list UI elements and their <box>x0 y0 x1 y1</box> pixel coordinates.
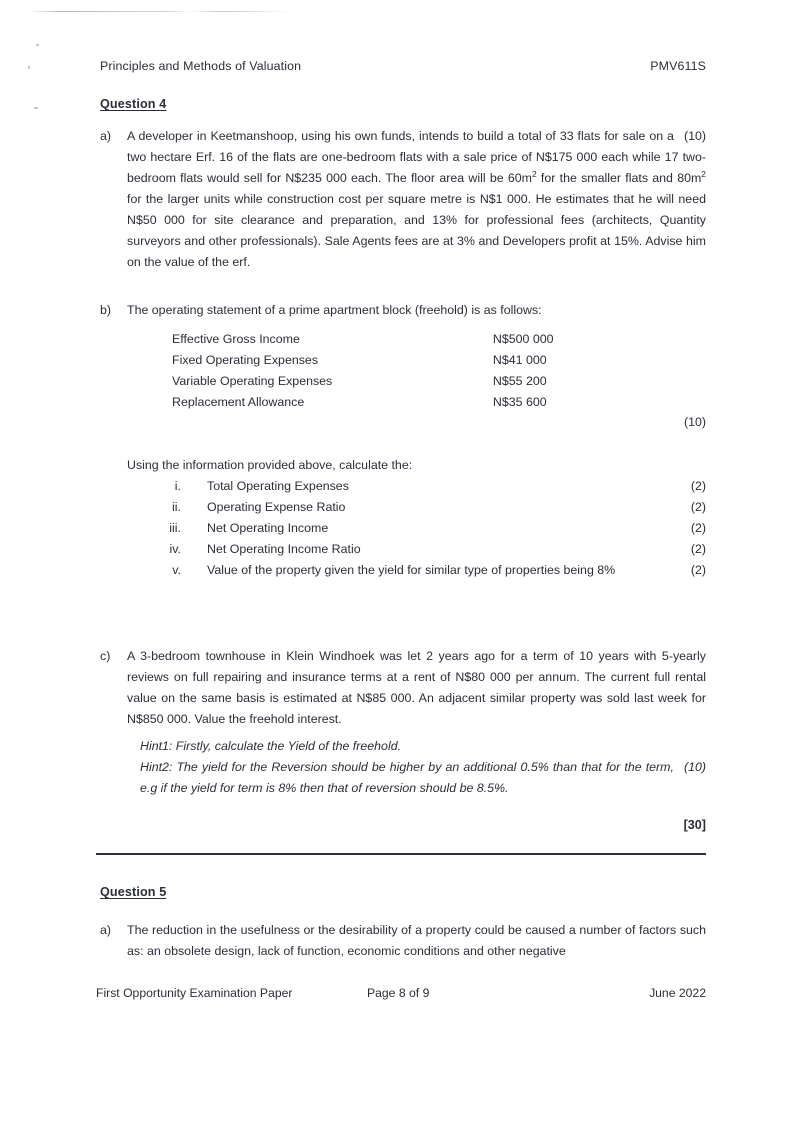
op-label: Fixed Operating Expenses <box>172 353 319 367</box>
op-value: N$55 200 <box>492 374 547 388</box>
roman-item-marks: (2) <box>690 542 706 556</box>
list-item <box>155 497 706 518</box>
roman-item-text: Operating Expense Ratio <box>207 500 346 514</box>
roman-item-marks: (2) <box>690 479 706 493</box>
footer-paper-name: First Opportunity Examination Paper <box>96 986 293 1000</box>
clause-marker-a: a) <box>100 923 112 937</box>
clause-a-text-3: for the larger units while construction cost per square metre is N$1 000. He estimates that he will need N$50 000 for site clearance and preparation, and 13% for professional fees (architects, Quantity surveyors and other professionals). Sale Agents fees are at 3% and Developers profit at 15%. Advise him on the value of the erf. <box>127 192 706 269</box>
hint-2: Hint2: The yield for the Reversion should be higher by an additional 0.5% than that for the term, e.g if the yield for term is 8% then that of reversion should be 8.5%. <box>140 760 674 795</box>
scan-speckle-artifact <box>36 44 39 46</box>
question-5-clause-a <box>100 920 706 962</box>
roman-numeral: iii. <box>169 521 181 535</box>
op-value: N$35 600 <box>492 395 547 409</box>
page-header <box>100 59 706 73</box>
list-item <box>155 476 706 497</box>
header-course-code: PMV611S <box>650 59 706 73</box>
clause-c-marks: (10) <box>683 760 706 774</box>
scan-edge-artifact <box>28 11 290 12</box>
scan-speckle-artifact <box>34 107 38 109</box>
list-item <box>155 560 706 581</box>
roman-numeral: i. <box>174 479 181 493</box>
clause-marker-c: c) <box>100 649 111 663</box>
roman-numeral: v. <box>172 563 181 577</box>
hint-2-wrapper <box>140 757 706 799</box>
scan-speckle-artifact <box>28 66 30 69</box>
roman-numeral: iv. <box>169 542 181 556</box>
superscript-square-1: 2 <box>531 168 537 179</box>
table-row <box>172 371 602 392</box>
clause-c-body: A 3-bedroom townhouse in Klein Windhoek was let 2 years ago for a term of 10 years with 5-yearly reviews on full repairing and insurance terms at a rent of N$80 000 per annum. The current full rental value on the same basis is estimated at N$85 000. An adjacent similar property was sold last week for N$850 000. Value the freehold interest. <box>127 649 706 726</box>
clause-a-text-2: for the smaller flats and 80m <box>536 171 702 185</box>
clause-a-text-1: A developer in Keetmanshoop, using his own funds, intends to build a total of 33 flats for sale on a two hectare Erf. 16 of the flats are one-bedroom flats with a sale price of N$175 000 each while 17 two-bedroom flats would sell for N$235 000 each. The floor area will be 60m <box>127 129 706 185</box>
roman-item-text: Net Operating Income Ratio <box>207 542 361 556</box>
op-value: N$500 000 <box>492 332 554 346</box>
question-4-clause-b <box>100 300 706 321</box>
clause-b-body: The operating statement of a prime apartment block (freehold) is as follows: <box>127 303 542 317</box>
clause-b-marks: (10) <box>683 415 706 429</box>
clause-a-body <box>127 126 706 273</box>
roman-numeral: ii. <box>172 500 181 514</box>
list-item <box>155 518 706 539</box>
list-item <box>155 539 706 560</box>
hint-1: Hint1: Firstly, calculate the Yield of the freehold. <box>140 739 402 753</box>
section-divider <box>96 853 706 855</box>
roman-item-marks: (2) <box>690 563 706 577</box>
roman-item-text: Value of the property given the yield for similar type of properties being 8% <box>207 563 616 577</box>
op-label: Replacement Allowance <box>172 395 305 409</box>
op-value: N$41 000 <box>492 353 547 367</box>
roman-item-marks: (2) <box>690 521 706 535</box>
sub-list-lead-in: Using the information provided above, calculate the: <box>127 458 413 472</box>
op-label: Effective Gross Income <box>172 332 300 346</box>
roman-item-text: Total Operating Expenses <box>207 479 349 493</box>
operating-statement-table <box>172 329 602 413</box>
roman-numeral-sub-list <box>155 476 706 581</box>
footer-date: June 2022 <box>649 986 706 1000</box>
table-row <box>172 392 602 413</box>
footer-page-number: Page 8 of 9 <box>367 986 430 1000</box>
question-4-clause-c <box>100 646 706 730</box>
superscript-square-2: 2 <box>701 168 706 179</box>
question-4-clause-a <box>100 126 706 273</box>
header-course-title: Principles and Methods of Valuation <box>100 59 302 73</box>
clause-marker-b: b) <box>100 303 112 317</box>
roman-item-text: Net Operating Income <box>207 521 329 535</box>
question-5-heading: Question 5 <box>100 885 167 899</box>
clause-marker-a: a) <box>100 129 112 143</box>
question-5-clause-a-body: The reduction in the usefulness or the desirability of a property could be caused a number of factors such as: an obsolete design, lack of function, economic conditions and other negative <box>127 923 706 958</box>
table-row <box>172 350 602 371</box>
question-4-heading: Question 4 <box>100 97 167 111</box>
question-4-section-total: [30] <box>683 818 706 832</box>
table-row <box>172 329 602 350</box>
clause-a-marks: (10) <box>683 129 706 143</box>
roman-item-marks: (2) <box>690 500 706 514</box>
op-label: Variable Operating Expenses <box>172 374 333 388</box>
clause-c-hints <box>140 736 706 799</box>
